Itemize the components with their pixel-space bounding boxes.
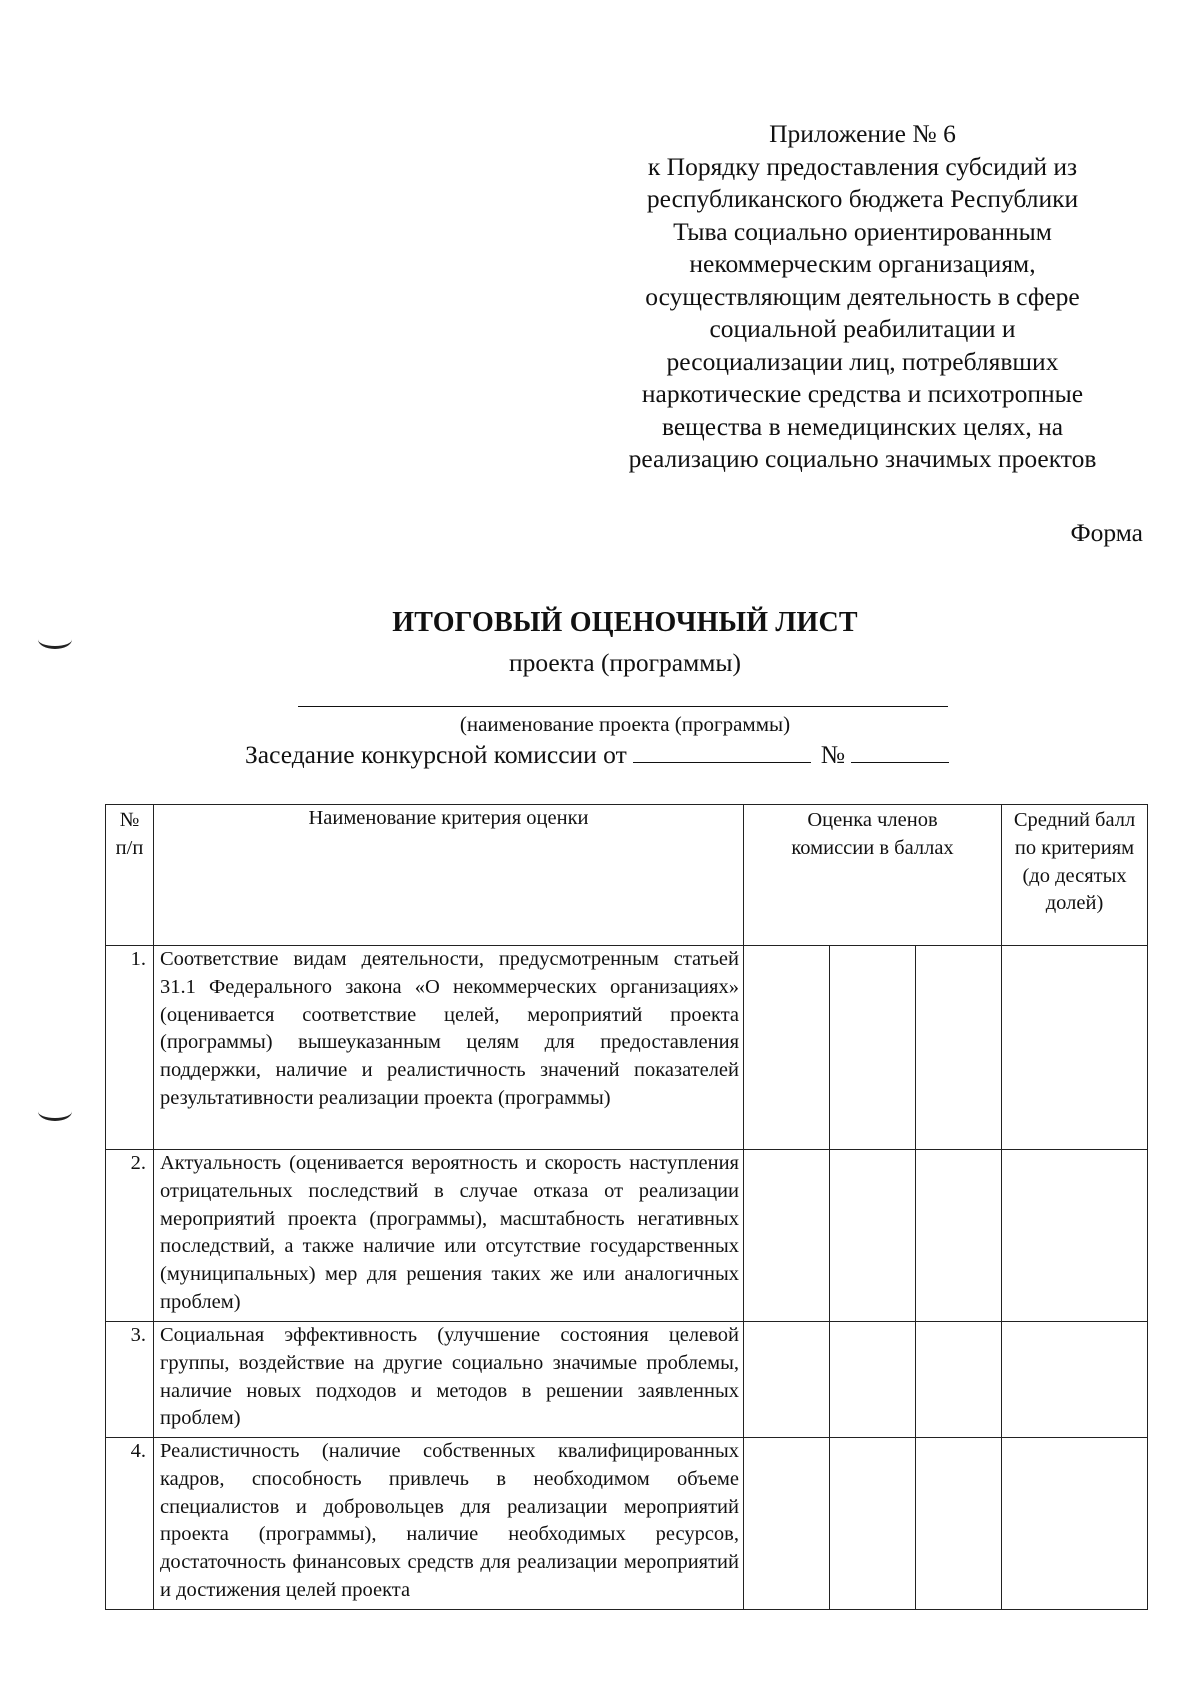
score-cell[interactable] <box>744 1438 830 1610</box>
score-cell[interactable] <box>744 1322 830 1438</box>
appendix-line: реализацию социально значимых проектов <box>628 444 1097 473</box>
header-average: Средний балл по критериям (до десятых долей) <box>1002 805 1148 946</box>
row-number: 3. <box>106 1322 154 1438</box>
criteria-table <box>105 804 1148 1610</box>
table-row <box>106 1322 1148 1438</box>
form-label: Форма <box>1070 518 1143 547</box>
score-cell[interactable] <box>916 1438 1002 1610</box>
appendix-line: вещества в немедицинских целях, на <box>661 411 1064 441</box>
appendix-line: к Порядку предоставления субсидий из <box>647 151 1078 181</box>
criterion-text: Социальная эффективность (улучшение состояния целевой группы, воздействие на другие социально значимые проблемы, наличие новых подходов и методов в решении заявленных проблем) <box>154 1322 744 1438</box>
meeting-date-blank[interactable] <box>633 742 811 763</box>
row-number: 2. <box>106 1150 154 1322</box>
appendix-line: социальной реабилитации и <box>709 314 1016 343</box>
appendix-line: ресоциализации лиц, потреблявших <box>666 346 1059 376</box>
score-cell[interactable] <box>916 946 1002 1150</box>
table-row <box>106 1150 1148 1322</box>
appendix-line: республиканского бюджета Республики <box>646 184 1079 213</box>
table-header-row <box>106 805 1148 946</box>
header-scores: Оценка членов комиссии в баллах <box>744 805 1002 946</box>
score-cell[interactable] <box>830 1322 916 1438</box>
score-cell[interactable] <box>830 1150 916 1322</box>
header-criterion: Наименование критерия оценки <box>154 805 744 946</box>
average-cell[interactable] <box>1002 1438 1148 1610</box>
appendix-line: Тыва социально ориентированным <box>673 216 1052 246</box>
row-number: 1. <box>106 946 154 1150</box>
score-cell[interactable] <box>916 1150 1002 1322</box>
document-title: ИТОГОВЫЙ ОЦЕНОЧНЫЙ ЛИСТ <box>392 607 858 638</box>
score-cell[interactable] <box>830 1438 916 1610</box>
average-cell[interactable] <box>1002 1150 1148 1322</box>
criterion-text: Соответствие видам деятельности, предусмотренным статьей 31.1 Федерального закона «О некоммерческих организациях» (оценивается соответствие целей, мероприятий проекта (программы) вышеуказанным целям для предоставления поддержки, наличие и реалистичность значений показателей результативности реализации проекта (программы) <box>154 946 744 1150</box>
appendix-line: осуществляющим деятельность в сфере <box>645 281 1080 311</box>
meeting-line <box>245 740 949 770</box>
document-subtitle: проекта (программы) <box>508 648 742 677</box>
table-row <box>106 1438 1148 1610</box>
score-cell[interactable] <box>916 1322 1002 1438</box>
score-cell[interactable] <box>830 946 916 1150</box>
appendix-block <box>590 118 1135 476</box>
score-cell[interactable] <box>744 1150 830 1322</box>
row-number: 4. <box>106 1438 154 1610</box>
meeting-prefix: Заседание конкурсной комиссии от <box>245 740 627 769</box>
score-cell[interactable] <box>744 946 830 1150</box>
appendix-line: наркотические средства и психотропные <box>641 379 1084 408</box>
table-row <box>106 946 1148 1150</box>
appendix-line: Приложение № 6 <box>769 119 956 148</box>
project-name-blank[interactable] <box>298 706 948 707</box>
scan-mark <box>38 1102 72 1121</box>
average-cell[interactable] <box>1002 946 1148 1150</box>
criterion-text: Реалистичность (наличие собственных квалифицированных кадров, способность привлечь в необходимом объеме специалистов и добровольцев для реализации мероприятий проекта (программы), наличие необходимых ресурсов, достаточность финансовых средств для реализации мероприятий и достижения целей проекта <box>154 1438 744 1610</box>
meeting-number-blank[interactable] <box>851 742 949 763</box>
meeting-number-sign: № <box>820 740 846 769</box>
average-cell[interactable] <box>1002 1322 1148 1438</box>
appendix-line: некоммерческим организациям, <box>689 249 1036 278</box>
project-name-caption: (наименование проекта (программы) <box>459 712 791 736</box>
criterion-text: Актуальность (оценивается вероятность и скорость наступления отрицательных последствий в случае отказа от реализации мероприятий проекта (программы), масштабность негативных последствий, а также наличие или отсутствие государственных (муниципальных) мер для решения таких же или аналогичных проблем) <box>154 1150 744 1322</box>
header-num: № п/п <box>106 805 154 946</box>
